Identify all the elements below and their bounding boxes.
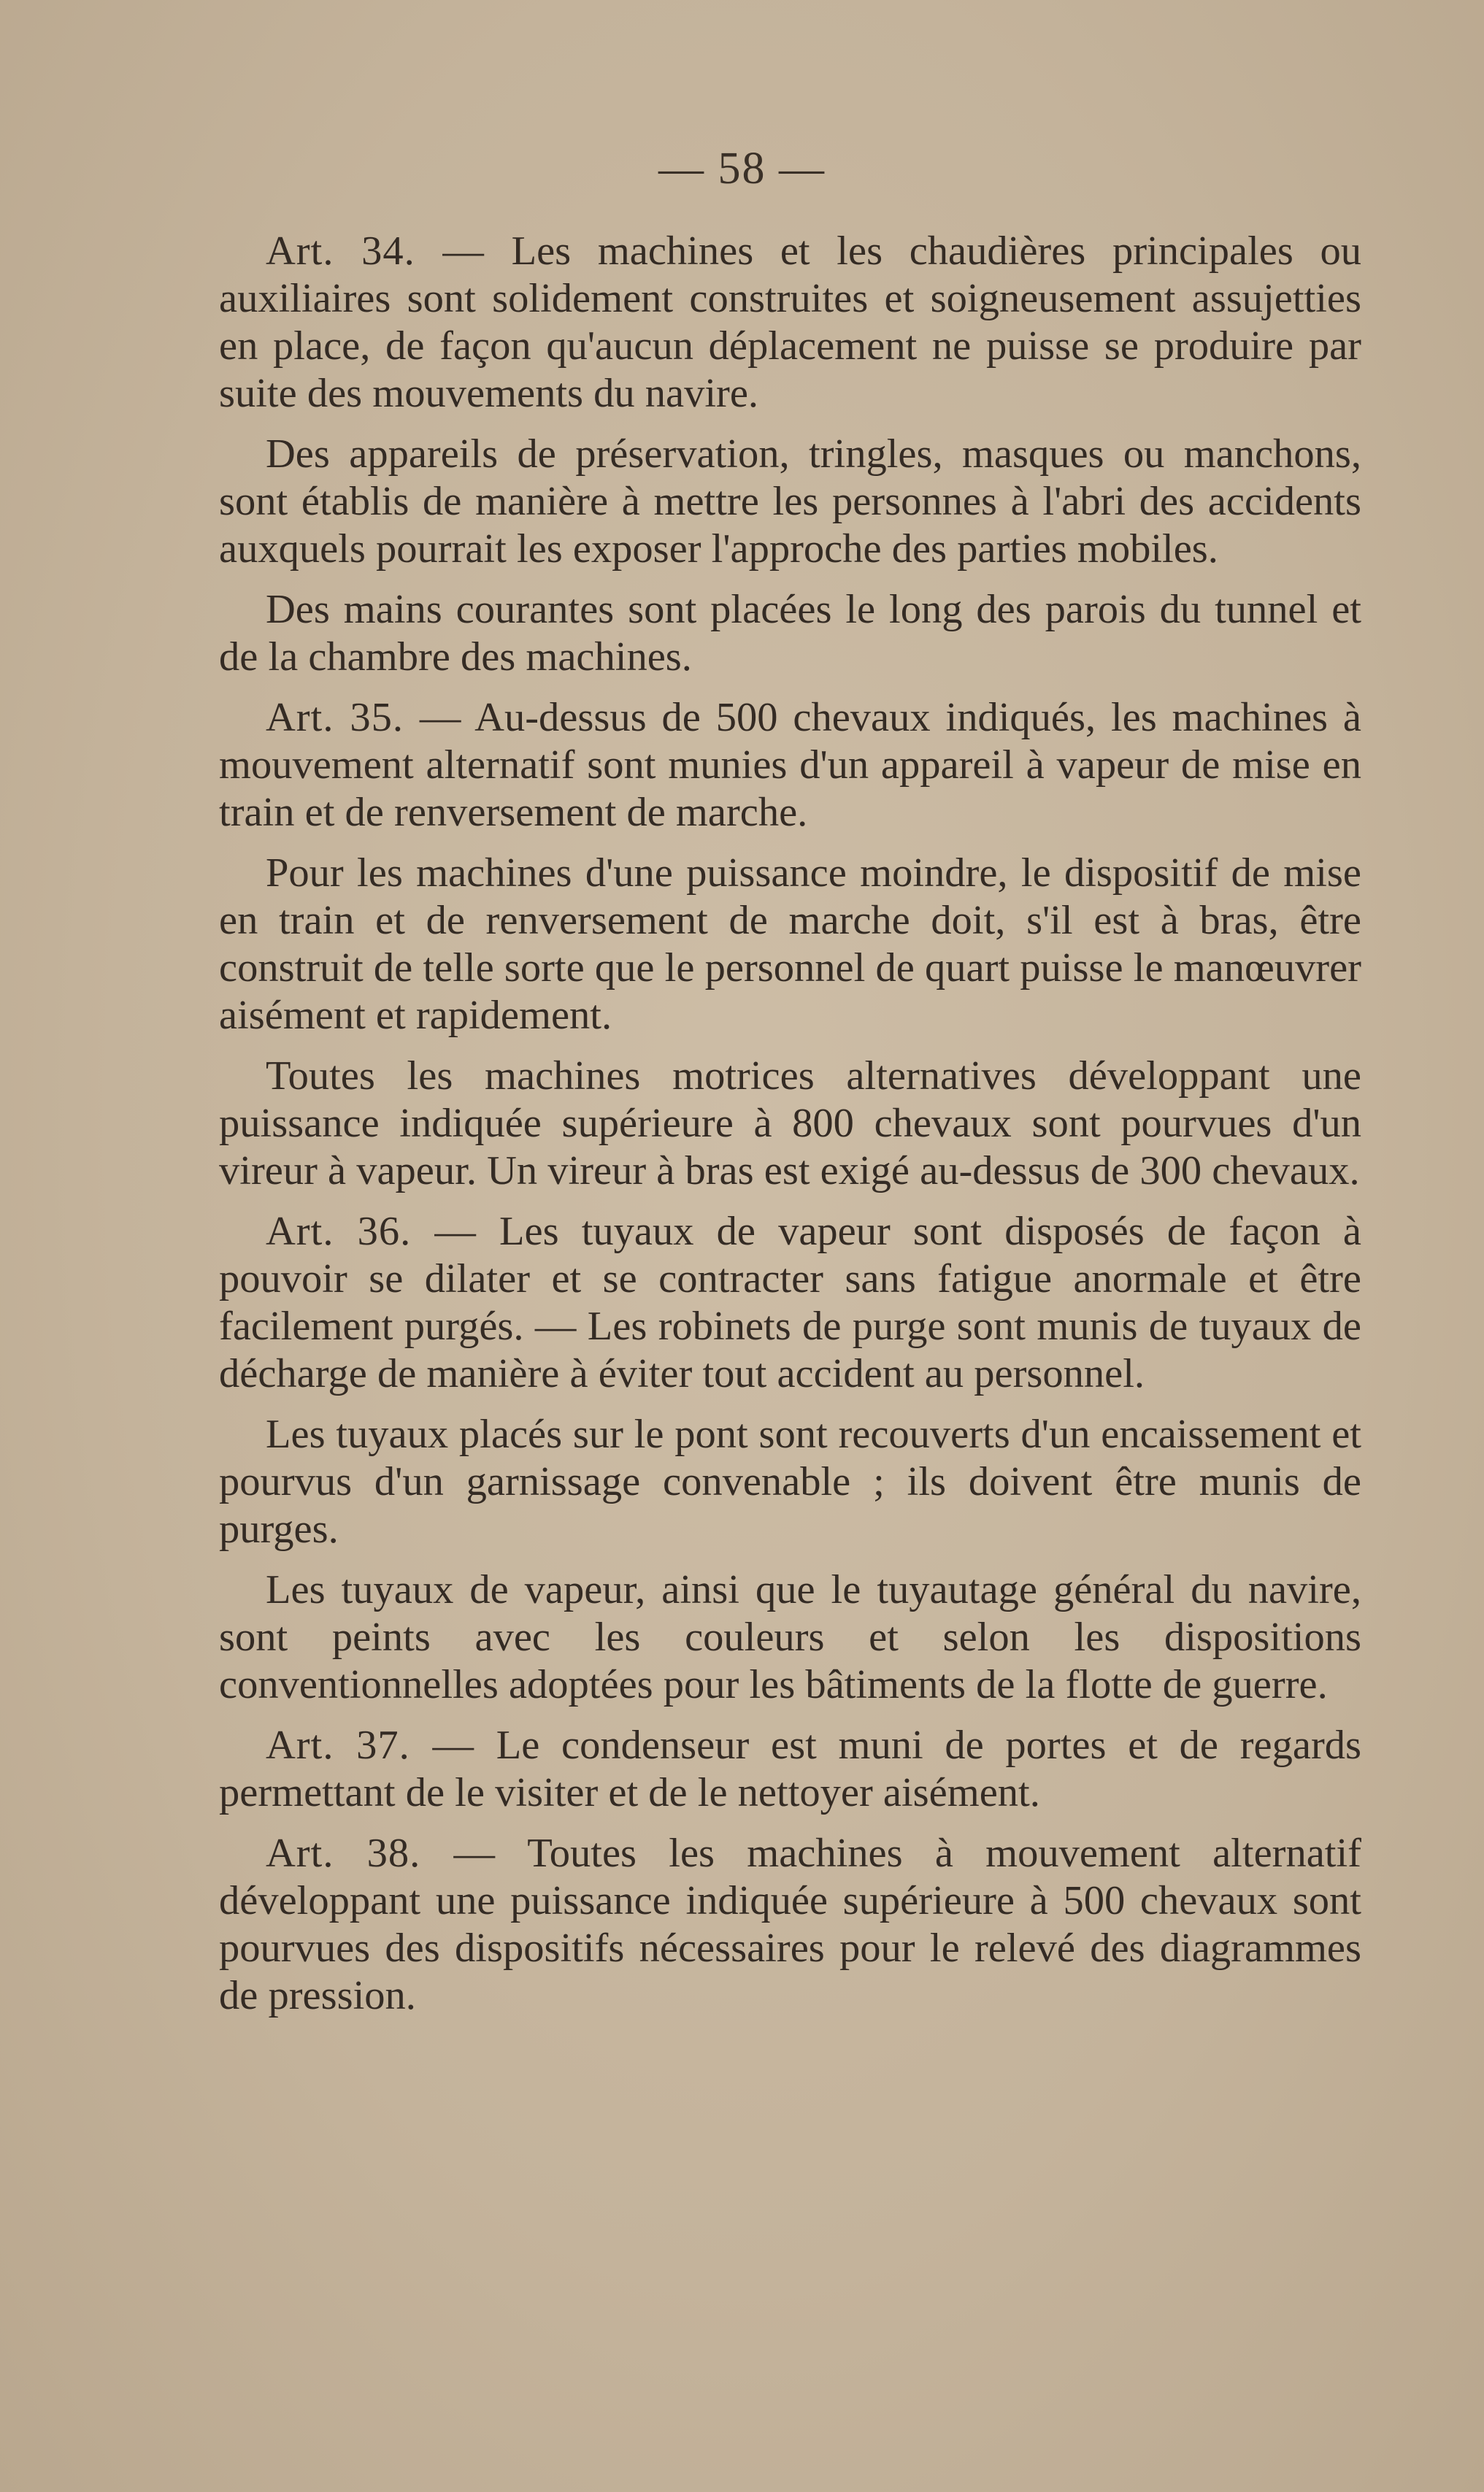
article-heading: Art. 34. — [266, 228, 485, 274]
paragraph-text: Pour les machines d'une puissance moindre, le dispositif de mise en train et de renversement de marche doit, s'il est à bras, être construit de telle sorte que le personnel de quart puisse le manœuvrer aisément et rapidement. [219, 850, 1361, 1038]
paragraph-text: Les tuyaux de vapeur sont disposés de façon à pouvoir se dilater et se contracter sans fatigue anormale et être facilement purgés. — Les robinets de purge sont munis de tuyaux de décharge de manière à éviter tout accident au personnel. [219, 1209, 1361, 1396]
paragraph [219, 1411, 1361, 1553]
article-heading: Art. 37. — [266, 1723, 474, 1768]
paragraph-text: Le condenseur est muni de portes et de regards permettant de le visiter et de le nettoyer aisément. [219, 1723, 1361, 1815]
article-heading: Art. 35. — [266, 695, 462, 740]
paragraph-art-38 [219, 1830, 1361, 2020]
paragraph-text: Toutes les machines motrices alternatives développant une puissance indiquée supérieure à 800 chevaux sont pourvues d'un vireur à vapeur. Un vireur à bras est exigé au-dessus de 300 chevaux. [219, 1053, 1361, 1193]
paragraph-text: Toutes les machines à mouvement alternatif développant une puissance indiquée supérieure à 500 chevaux sont pourvues des dispositifs nécessaires pour le relevé des diagrammes de pression. [219, 1831, 1361, 2018]
paragraph-text: Au-dessus de 500 chevaux indiqués, les machines à mouvement alternatif sont munies d'un appareil à vapeur de mise en train et de renversement de marche. [219, 695, 1361, 835]
paragraph [219, 1566, 1361, 1709]
paragraph-art-35 [219, 694, 1361, 837]
paragraph-text: Les tuyaux placés sur le pont sont recouverts d'un encaissement et pourvus d'un garnissage convenable ; ils doivent être munis de purges. [219, 1412, 1361, 1552]
paragraph [219, 850, 1361, 1039]
paragraph-text: Les tuyaux de vapeur, ainsi que le tuyautage général du navire, sont peints avec les couleurs et selon les dispositions conventionnelles adoptées pour les bâtiments de la flotte de guerre. [219, 1567, 1361, 1707]
article-heading: Art. 38. — [266, 1831, 496, 1876]
paragraph-text: Des appareils de préservation, tringles, masques ou manchons, sont établis de manière à mettre les personnes à l'abri des accidents auxquels pourrait les exposer l'approche des parties mobiles. [219, 431, 1361, 572]
paragraph-text: Des mains courantes sont placées le long des parois du tunnel et de la chambre des machines. [219, 587, 1361, 680]
paragraph [219, 431, 1361, 573]
paragraph [219, 1053, 1361, 1195]
paragraph-art-37 [219, 1722, 1361, 1817]
body-text [219, 228, 1361, 2033]
page-number: — 58 — [658, 144, 826, 193]
paragraph-text: Les machines et les chaudières principales ou auxiliaires sont solidement construites et soigneusement assujetties en place, de façon qu'aucun déplacement ne puisse se produire par suite des mouvements du navire. [219, 228, 1361, 416]
paragraph-art-36 [219, 1208, 1361, 1398]
paragraph-art-34 [219, 228, 1361, 418]
article-heading: Art. 36. — [266, 1209, 477, 1254]
paragraph [219, 586, 1361, 681]
